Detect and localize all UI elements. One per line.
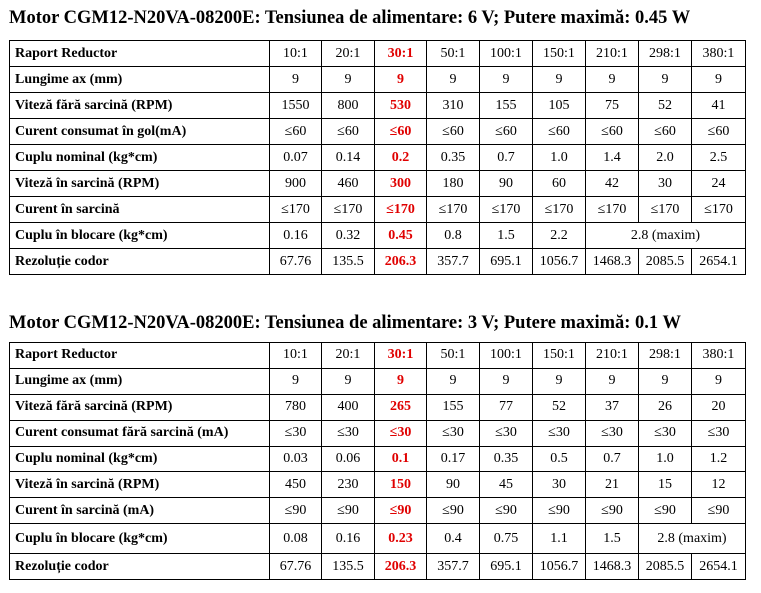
table-row: [10, 524, 746, 554]
table-cell: ≤30: [692, 420, 746, 446]
table-cell: ≤90: [480, 498, 533, 524]
table-cell: ≤170: [586, 197, 639, 223]
table-cell: 210:1: [586, 41, 639, 67]
row-label: Curent în sarcină: [10, 197, 270, 223]
table-cell: 695.1: [480, 554, 533, 580]
table2-title: Motor CGM12-N20VA-08200E: Tensiunea de alimentare: 3 V; Putere maximă: 0.1 W: [9, 313, 681, 333]
table-cell: ≤170: [427, 197, 480, 223]
table-cell: 0.16: [270, 223, 322, 249]
table-cell: 45: [480, 472, 533, 498]
table-cell: 24: [692, 171, 746, 197]
table-cell: 210:1: [586, 343, 639, 369]
table-row: [10, 420, 746, 446]
table-cell: 20:1: [322, 41, 375, 67]
table-cell: 0.7: [586, 446, 639, 472]
table-row: [10, 223, 746, 249]
table-cell: 9: [586, 368, 639, 394]
row-label: Curent consumat fără sarcină (mA): [10, 420, 270, 446]
table-cell: 9: [480, 67, 533, 93]
table-cell: 90: [427, 472, 480, 498]
row-label: Viteză în sarcină (RPM): [10, 171, 270, 197]
table-cell: 60: [533, 171, 586, 197]
table-row: [10, 171, 746, 197]
table-cell: 155: [427, 394, 480, 420]
table-cell: 150:1: [533, 41, 586, 67]
table-cell: ≤30: [427, 420, 480, 446]
table-row: [10, 446, 746, 472]
table-cell: ≤30: [586, 420, 639, 446]
spec-table-6v: [9, 40, 746, 275]
table-cell: 300: [375, 171, 427, 197]
merged-cell: 2.8 (maxim): [639, 524, 746, 554]
table-cell: ≤90: [427, 498, 480, 524]
table-cell: ≤60: [427, 119, 480, 145]
table-cell: 155: [480, 93, 533, 119]
table-cell: 37: [586, 394, 639, 420]
table-cell: 380:1: [692, 343, 746, 369]
table-cell: 400: [322, 394, 375, 420]
table-cell: ≤60: [375, 119, 427, 145]
table-cell: 20: [692, 394, 746, 420]
table-cell: 1468.3: [586, 554, 639, 580]
table-row: [10, 249, 746, 275]
spec-table-3v: [9, 342, 746, 580]
table-cell: 50:1: [427, 41, 480, 67]
table-cell: 310: [427, 93, 480, 119]
table-cell: 9: [639, 67, 692, 93]
table-cell: 12: [692, 472, 746, 498]
table-cell: 135.5: [322, 249, 375, 275]
table-cell: 9: [692, 368, 746, 394]
table-cell: 780: [270, 394, 322, 420]
table-cell: 1.0: [533, 145, 586, 171]
row-label: Cuplu în blocare (kg*cm): [10, 524, 270, 554]
table-cell: 2085.5: [639, 554, 692, 580]
table-cell: 2.5: [692, 145, 746, 171]
table-cell: 30: [639, 171, 692, 197]
table-cell: 30:1: [375, 41, 427, 67]
row-label: Raport Reductor: [10, 41, 270, 67]
table-cell: 0.06: [322, 446, 375, 472]
table-cell: 1056.7: [533, 249, 586, 275]
table-cell: 206.3: [375, 554, 427, 580]
row-label: Cuplu nominal (kg*cm): [10, 145, 270, 171]
table-cell: 0.35: [480, 446, 533, 472]
table-cell: 0.07: [270, 145, 322, 171]
table-cell: 100:1: [480, 343, 533, 369]
table-cell: ≤30: [375, 420, 427, 446]
table-cell: 1.2: [692, 446, 746, 472]
table-cell: 9: [639, 368, 692, 394]
table-cell: 2654.1: [692, 249, 746, 275]
table-cell: ≤30: [480, 420, 533, 446]
table-cell: ≤170: [270, 197, 322, 223]
merged-cell: 2.8 (maxim): [586, 223, 746, 249]
table-cell: 9: [427, 368, 480, 394]
table-cell: 0.4: [427, 524, 480, 554]
table-row: [10, 41, 746, 67]
table-cell: 0.8: [427, 223, 480, 249]
table-cell: 10:1: [270, 41, 322, 67]
table-cell: 105: [533, 93, 586, 119]
table-cell: ≤90: [375, 498, 427, 524]
table-cell: 1468.3: [586, 249, 639, 275]
row-label: Viteză fără sarcină (RPM): [10, 93, 270, 119]
table-cell: 41: [692, 93, 746, 119]
table-cell: 9: [533, 67, 586, 93]
table-row: [10, 145, 746, 171]
table-cell: 21: [586, 472, 639, 498]
table-cell: 1550: [270, 93, 322, 119]
table-cell: 1.4: [586, 145, 639, 171]
table-cell: 2654.1: [692, 554, 746, 580]
row-label: Viteză fără sarcină (RPM): [10, 394, 270, 420]
table-cell: 1.5: [586, 524, 639, 554]
table-cell: ≤60: [533, 119, 586, 145]
table-cell: 67.76: [270, 249, 322, 275]
table-cell: 380:1: [692, 41, 746, 67]
table-cell: 450: [270, 472, 322, 498]
table-cell: 460: [322, 171, 375, 197]
table-cell: 52: [533, 394, 586, 420]
table-cell: 0.45: [375, 223, 427, 249]
table-cell: ≤90: [692, 498, 746, 524]
table-cell: 0.5: [533, 446, 586, 472]
table-cell: ≤90: [270, 498, 322, 524]
table-cell: 50:1: [427, 343, 480, 369]
table-cell: 0.14: [322, 145, 375, 171]
table-cell: 298:1: [639, 41, 692, 67]
table-cell: 77: [480, 394, 533, 420]
table-cell: 30: [533, 472, 586, 498]
table-cell: 10:1: [270, 343, 322, 369]
table-row: [10, 93, 746, 119]
table-cell: ≤170: [322, 197, 375, 223]
table-cell: 9: [533, 368, 586, 394]
table-cell: 530: [375, 93, 427, 119]
table-row: [10, 368, 746, 394]
table-cell: ≤170: [639, 197, 692, 223]
table-cell: 800: [322, 93, 375, 119]
table-cell: 9: [375, 67, 427, 93]
table-cell: 2.0: [639, 145, 692, 171]
table-row: [10, 554, 746, 580]
table-cell: ≤170: [533, 197, 586, 223]
table-cell: 9: [427, 67, 480, 93]
table-cell: 265: [375, 394, 427, 420]
row-label: Rezoluție codor: [10, 554, 270, 580]
table-cell: 67.76: [270, 554, 322, 580]
table-row: [10, 498, 746, 524]
table-cell: 2085.5: [639, 249, 692, 275]
table-cell: ≤90: [639, 498, 692, 524]
table-cell: 206.3: [375, 249, 427, 275]
table-row: [10, 394, 746, 420]
table-cell: 150: [375, 472, 427, 498]
table-cell: 1056.7: [533, 554, 586, 580]
table-cell: 900: [270, 171, 322, 197]
table-cell: 695.1: [480, 249, 533, 275]
table-cell: 9: [270, 368, 322, 394]
table-row: [10, 119, 746, 145]
row-label: Viteză în sarcină (RPM): [10, 472, 270, 498]
row-label: Lungime ax (mm): [10, 368, 270, 394]
table-cell: 15: [639, 472, 692, 498]
table1-title: Motor CGM12-N20VA-08200E: Tensiunea de alimentare: 6 V; Putere maximă: 0.45 W: [9, 8, 691, 28]
table-cell: ≤30: [322, 420, 375, 446]
table-row: [10, 472, 746, 498]
table-cell: ≤170: [480, 197, 533, 223]
table-cell: 0.08: [270, 524, 322, 554]
table-cell: ≤170: [692, 197, 746, 223]
table-cell: 90: [480, 171, 533, 197]
table-cell: 0.16: [322, 524, 375, 554]
table-cell: 20:1: [322, 343, 375, 369]
table-cell: 9: [692, 67, 746, 93]
table-cell: 30:1: [375, 343, 427, 369]
row-label: Cuplu în blocare (kg*cm): [10, 223, 270, 249]
row-label: Raport Reductor: [10, 343, 270, 369]
table-cell: 298:1: [639, 343, 692, 369]
row-label: Cuplu nominal (kg*cm): [10, 446, 270, 472]
table-cell: 0.7: [480, 145, 533, 171]
table-cell: 9: [480, 368, 533, 394]
table-cell: 1.5: [480, 223, 533, 249]
table-cell: 230: [322, 472, 375, 498]
table-cell: 357.7: [427, 249, 480, 275]
table-cell: 9: [375, 368, 427, 394]
row-label: Curent consumat în gol(mA): [10, 119, 270, 145]
table-cell: ≤60: [692, 119, 746, 145]
table-cell: 180: [427, 171, 480, 197]
table-cell: ≤30: [270, 420, 322, 446]
table-cell: 75: [586, 93, 639, 119]
table-cell: 0.35: [427, 145, 480, 171]
table-cell: ≤60: [586, 119, 639, 145]
table-cell: 0.03: [270, 446, 322, 472]
table-cell: 0.75: [480, 524, 533, 554]
table-cell: 357.7: [427, 554, 480, 580]
table-cell: 150:1: [533, 343, 586, 369]
table-row: [10, 197, 746, 223]
table-cell: ≤60: [639, 119, 692, 145]
table-cell: ≤170: [375, 197, 427, 223]
table-cell: 42: [586, 171, 639, 197]
table-cell: 9: [322, 368, 375, 394]
table-cell: 100:1: [480, 41, 533, 67]
table-cell: ≤60: [480, 119, 533, 145]
row-label: Rezoluție codor: [10, 249, 270, 275]
table-row: [10, 67, 746, 93]
table-cell: ≤90: [533, 498, 586, 524]
table-cell: ≤90: [322, 498, 375, 524]
table-cell: 135.5: [322, 554, 375, 580]
table-cell: ≤30: [533, 420, 586, 446]
row-label: Curent în sarcină (mA): [10, 498, 270, 524]
table-cell: 9: [586, 67, 639, 93]
table-cell: ≤60: [322, 119, 375, 145]
table-cell: ≤30: [639, 420, 692, 446]
table-cell: 0.17: [427, 446, 480, 472]
table-cell: 0.1: [375, 446, 427, 472]
table-cell: ≤90: [586, 498, 639, 524]
table-cell: 0.32: [322, 223, 375, 249]
row-label: Lungime ax (mm): [10, 67, 270, 93]
table-cell: 26: [639, 394, 692, 420]
table-cell: ≤60: [270, 119, 322, 145]
table-cell: 9: [322, 67, 375, 93]
table-cell: 1.1: [533, 524, 586, 554]
table-cell: 9: [270, 67, 322, 93]
table-cell: 0.2: [375, 145, 427, 171]
table-cell: 2.2: [533, 223, 586, 249]
table-row: [10, 343, 746, 369]
table-cell: 0.23: [375, 524, 427, 554]
table-cell: 1.0: [639, 446, 692, 472]
table-cell: 52: [639, 93, 692, 119]
